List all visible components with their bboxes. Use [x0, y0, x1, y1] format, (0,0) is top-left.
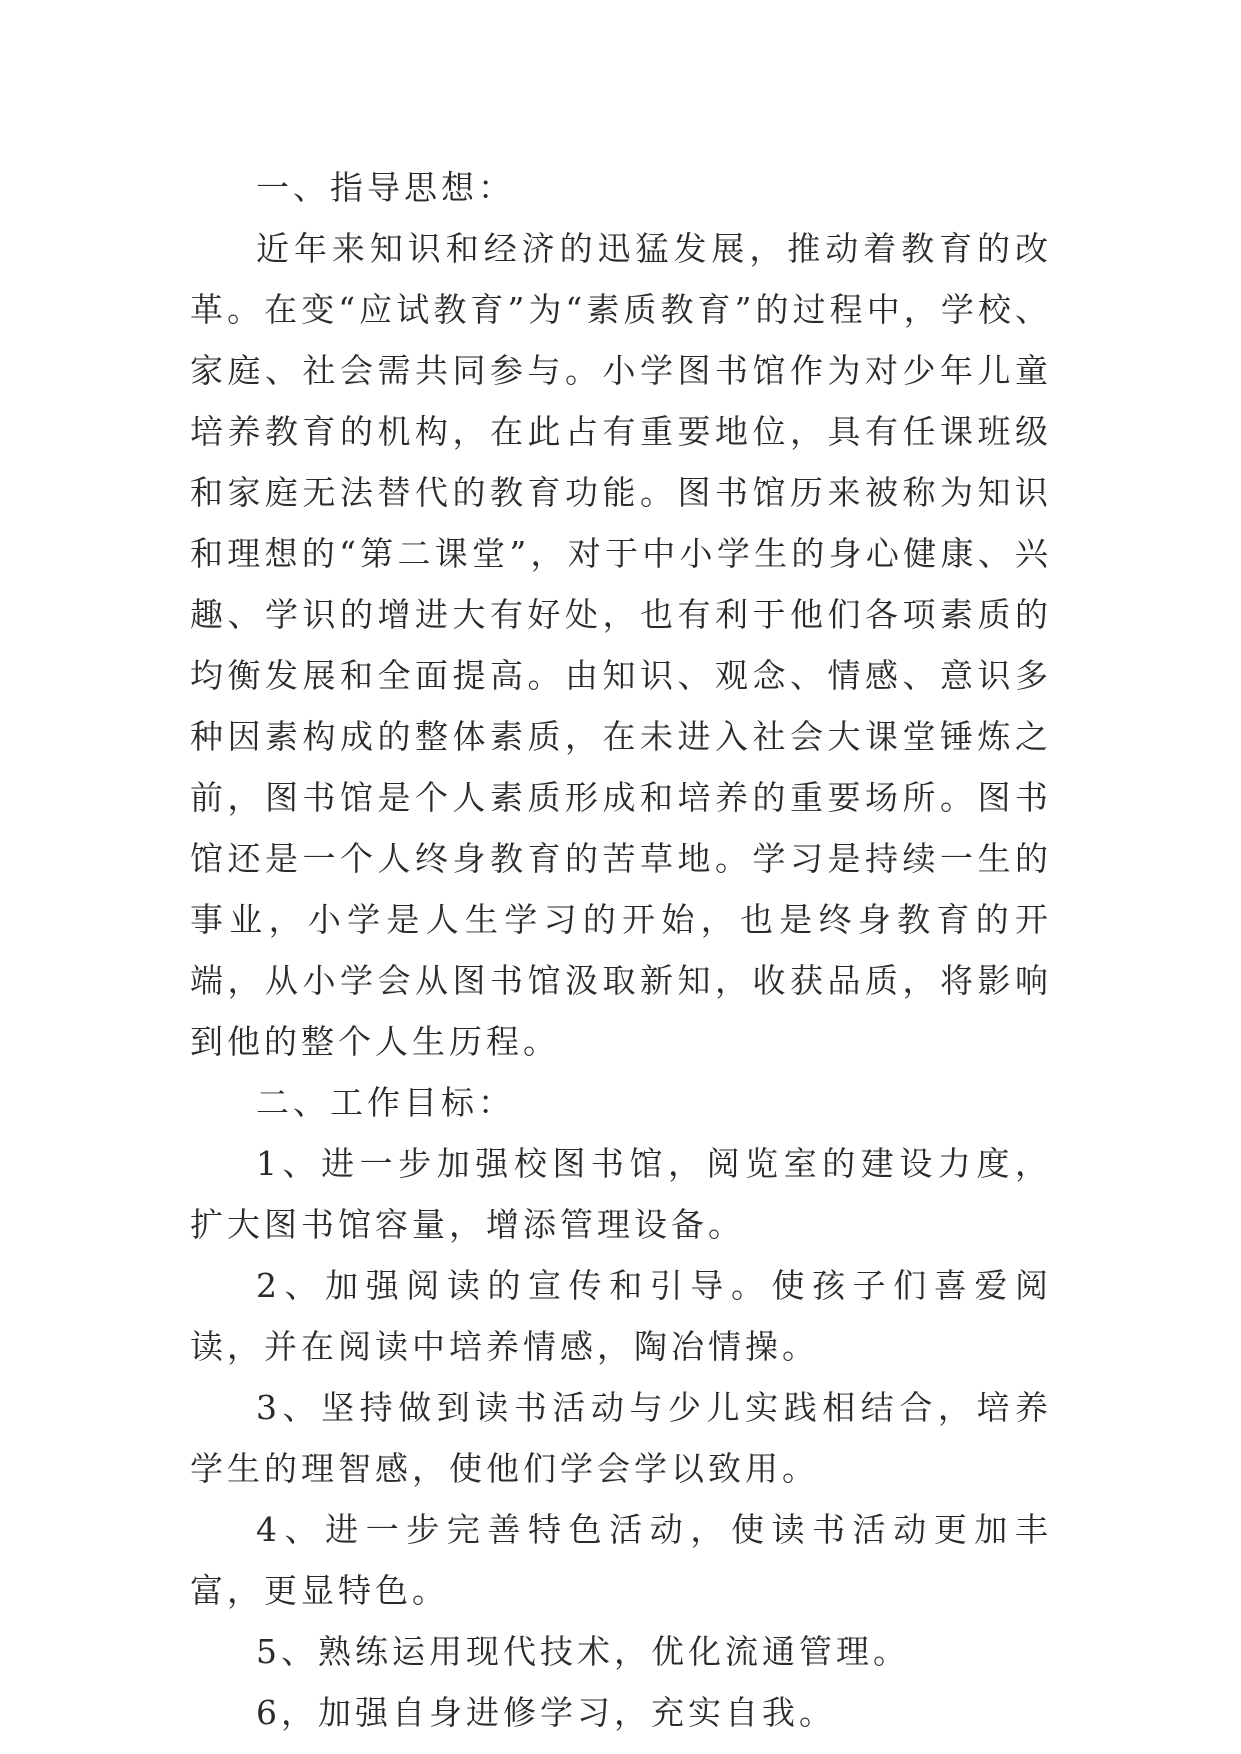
goal-item-1: 1、进一步加强校图书馆，阅览室的建设力度，扩大图书馆容量，增添管理设备。 — [190, 1144, 1052, 1244]
section-heading-guiding-ideology: 一、指导思想： — [256, 168, 515, 207]
section-heading-work-goals: 二、工作目标： — [256, 1083, 515, 1122]
goal-item-6: 6，加强自身进修学习，充实自我。 — [256, 1693, 836, 1732]
goal-item-3: 3、坚持做到读书活动与少儿实践相结合，培养学生的理智感，使他们学会学以致用。 — [190, 1388, 1052, 1488]
goal-item-4: 4、进一步完善特色活动，使读书活动更加丰富，更显特色。 — [190, 1510, 1052, 1610]
goal-item-5: 5、熟练运用现代技术，优化流通管理。 — [256, 1632, 910, 1671]
body-paragraph: 近年来知识和经济的迅猛发展，推动着教育的改革。在变“应试教育”为“素质教育”的过程中，学校、家庭、社会需共同参与。小学图书馆作为对少年儿童培养教育的机构，在此占有重要地位，具有任课班级和家庭无法替代的教育功能。图书馆历来被称为知识和理想的“第二课堂”，对于中小学生的身心健康、兴趣、学识的增进大有好处，也有利于他们各项素质的均衡发展和全面提高。由知识、观念、情感、意识多种因素构成的整体素质，在未进入社会大课堂锤炼之前，图书馆是个人素质形成和培养的重要场所。图书馆还是一个人终身教育的苦草地。学习是持续一生的事业，小学是人生学习的开始，也是终身教育的开端，从小学会从图书馆汲取新知，收获品质，将影响到他的整个人生历程。 — [190, 229, 1052, 1061]
goal-item-2: 2、加强阅读的宣传和引导。使孩子们喜爱阅读，并在阅读中培养情感，陶冶情操。 — [190, 1266, 1052, 1366]
document-body — [190, 157, 1052, 1743]
